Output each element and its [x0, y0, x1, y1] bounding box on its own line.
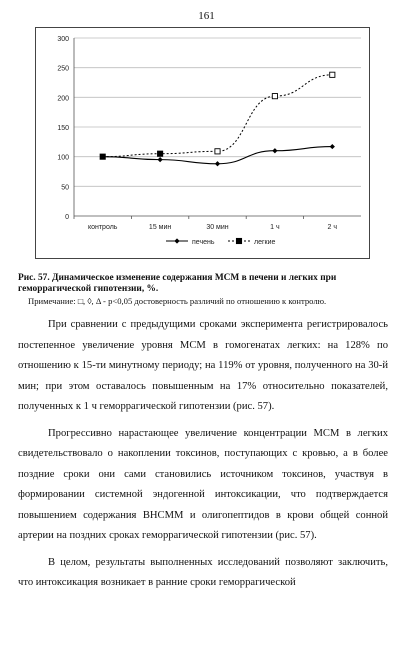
- y-tick-label: 200: [57, 95, 69, 103]
- data-point-square: [100, 154, 105, 159]
- legend-marker-1: [174, 238, 179, 243]
- data-point-diamond: [330, 144, 335, 149]
- x-tick-label: 15 мин: [148, 224, 172, 231]
- y-tick-label: 100: [57, 154, 69, 162]
- legend-label-2: легкие: [254, 239, 276, 246]
- figure-caption: Рис. 57. Динамическое изменение содержания МСМ в печени и легких при геморрагической гипотензии, %.: [18, 273, 337, 294]
- data-point-diamond: [272, 148, 277, 153]
- x-tick-label: 2 ч: [327, 224, 338, 231]
- paragraph-3: В целом, результаты выполненных исследований позволяют заключить, что интоксикация возникает в ранние сроки геморрагической: [18, 556, 388, 588]
- legend-label-1: печень: [192, 239, 215, 246]
- x-tick-label: контроль: [87, 224, 118, 231]
- paragraph-1: При сравнении с предыдущими сроками эксперимента регистрировалось постепенное увеличение уровня МСМ в гомогенатах легких: на 128% по отношению к 15-ти минутному периоду; на 119% от уровня, полученного на 30-й мин; при этом оставалось повышенным на 17% относительно показателей, полученных к 1 ч геморрагической гипотензии (рис. 57).: [18, 319, 388, 412]
- y-tick-label: 300: [57, 36, 69, 43]
- x-tick-label: 30 мин: [206, 224, 229, 231]
- series-line-2: [103, 75, 333, 157]
- y-tick-label: 150: [57, 125, 69, 132]
- body-text: [18, 315, 388, 594]
- data-point-square: [272, 94, 277, 99]
- data-point-square: [158, 151, 163, 156]
- data-point-square: [330, 72, 335, 77]
- line-chart: [35, 27, 370, 259]
- chart-svg: [36, 28, 369, 258]
- y-tick-label: 250: [57, 65, 69, 73]
- legend-marker-2: [236, 238, 241, 243]
- page-number: 161: [198, 10, 215, 22]
- data-point-diamond: [215, 161, 220, 166]
- y-tick-label: 0: [65, 214, 69, 221]
- y-tick-label: 50: [61, 184, 69, 192]
- data-point-square: [215, 149, 220, 154]
- data-point-diamond: [158, 157, 163, 162]
- figure-note: Примечание: □, ◊, Δ - p<0,05 достоверность различий по отношению к контролю.: [28, 296, 327, 306]
- x-tick-label: 1 ч: [270, 224, 280, 231]
- paragraph-2: Прогрессивно нарастающее увеличение концентрации МСМ в легких свидетельствовало о накоплении токсинов, поступающих с кровью, а в более поздние сроки они сами становились источником токсинов, участвуя в формировании системной эндогенной интоксикации, что подтверждается повышением содержания ВНСММ и олигопептидов в крови общей сонной артерии на поздних сроках геморрагической гипотензии (рис. 57).: [18, 427, 388, 541]
